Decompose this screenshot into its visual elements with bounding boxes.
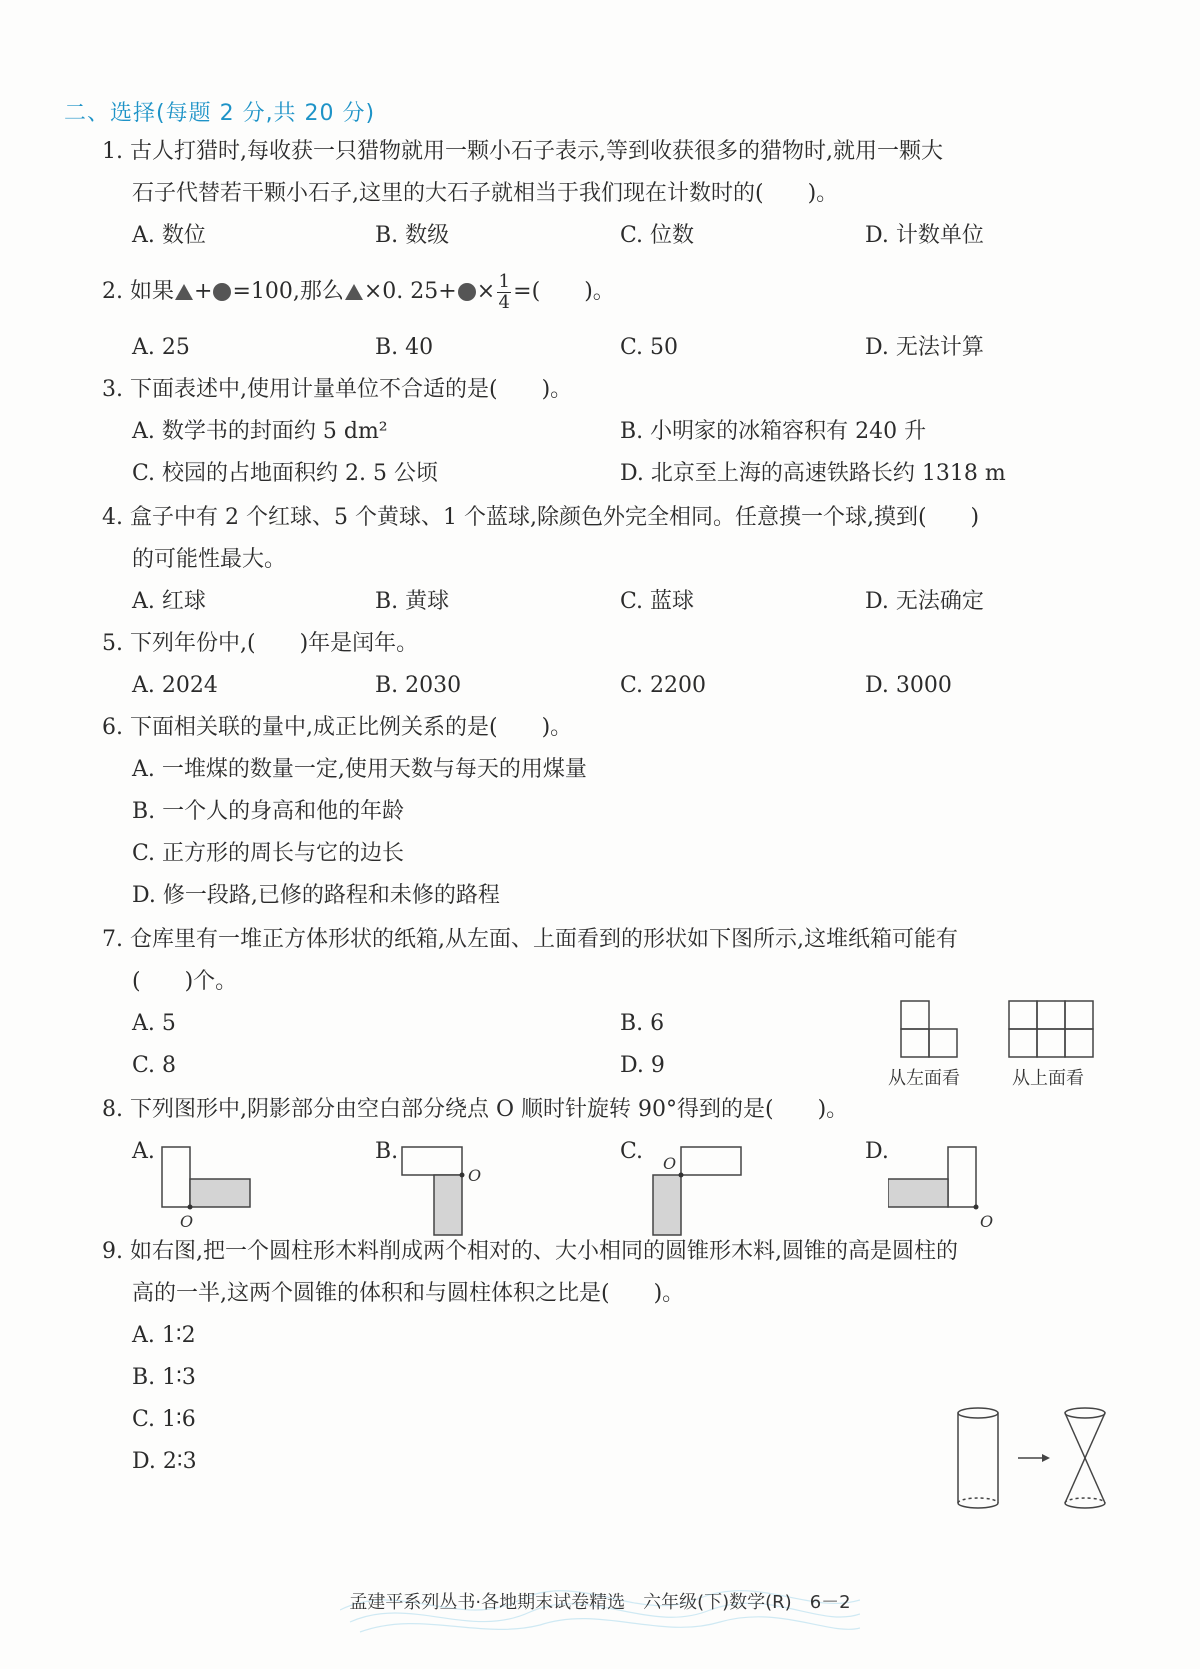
q3-option-d[interactable]: D. 北京至上海的高速铁路长约 1318 m — [620, 461, 1006, 486]
q1-option-c[interactable]: C. 位数 — [620, 223, 695, 248]
q2-prefix: 如果 — [130, 279, 175, 304]
top-view-figure — [1008, 1000, 1096, 1058]
arrow-right-icon — [1018, 1454, 1050, 1462]
cylinder-to-cones-figure — [950, 1405, 1120, 1515]
question-5 — [102, 622, 1112, 666]
q1-option-b[interactable]: B. 数级 — [375, 223, 450, 248]
q8-figure-a[interactable] — [158, 1145, 258, 1235]
q7-option-c[interactable]: C. 8 — [132, 1053, 177, 1078]
question-4 — [102, 496, 1112, 540]
question-number: 7. — [102, 927, 123, 952]
question-text-line1: 如右图,把一个圆柱形木料削成两个相对的、大小相同的圆锥形木料,圆锥的高是圆柱的 — [130, 1239, 958, 1264]
q2-times: × — [476, 279, 496, 304]
q5-option-c[interactable]: C. 2200 — [620, 673, 707, 698]
q2-eq: =100,那么 — [232, 279, 344, 304]
q9-option-a[interactable]: A. 1∶2 — [132, 1323, 196, 1348]
q3-option-a[interactable]: A. 数学书的封面约 5 dm² — [132, 419, 388, 444]
q9-option-d[interactable]: D. 2∶3 — [132, 1449, 197, 1474]
fraction — [497, 272, 511, 313]
q2-end: =( )。 — [513, 279, 615, 304]
q2-option-a[interactable]: A. 25 — [132, 335, 190, 360]
q8-option-c-label[interactable]: C. — [620, 1139, 644, 1164]
question-number: 3. — [102, 377, 123, 402]
q7-option-d[interactable]: D. 9 — [620, 1053, 665, 1078]
question-7-line2: ( )个。 — [132, 969, 238, 994]
question-text-line1: 仓库里有一堆正方体形状的纸箱,从左面、上面看到的形状如下图所示,这堆纸箱可能有 — [130, 927, 958, 952]
fraction-numerator: 1 — [498, 270, 510, 292]
q5-option-a[interactable]: A. 2024 — [132, 673, 218, 698]
question-3 — [102, 368, 1112, 412]
question-text-line1: 盒子中有 2 个红球、5 个黄球、1 个蓝球,除颜色外完全相同。任意摸一个球,摸到( ) — [130, 505, 980, 530]
q7-option-a[interactable]: A. 5 — [132, 1011, 176, 1036]
point-o-label: O — [468, 1166, 482, 1185]
q6-option-d[interactable]: D. 修一段路,已修的路程和未修的路程 — [132, 883, 500, 908]
left-view-figure — [900, 1000, 960, 1058]
question-number: 5. — [102, 631, 123, 656]
q7-option-b[interactable]: B. 6 — [620, 1011, 665, 1036]
cylinder-icon — [958, 1408, 998, 1508]
q2-mid: ×0. 25+ — [363, 279, 457, 304]
question-text: 下列图形中,阴影部分由空白部分绕点 O 顺时针旋转 90°得到的是( )。 — [130, 1097, 849, 1122]
point-o-label: O — [980, 1212, 994, 1231]
point-o-label: O — [180, 1212, 194, 1231]
q4-option-a[interactable]: A. 红球 — [132, 589, 206, 614]
double-cone-icon — [1065, 1408, 1105, 1508]
q1-option-d[interactable]: D. 计数单位 — [865, 223, 984, 248]
q6-option-c[interactable]: C. 正方形的周长与它的边长 — [132, 841, 405, 866]
question-number: 1. — [102, 139, 123, 164]
question-9-line2: 高的一半,这两个圆锥的体积和与圆柱体积之比是( )。 — [132, 1281, 685, 1306]
q9-option-b[interactable]: B. 1∶3 — [132, 1365, 196, 1390]
q6-option-a[interactable]: A. 一堆煤的数量一定,使用天数与每天的用煤量 — [132, 757, 587, 782]
question-8 — [102, 1088, 1112, 1132]
question-2 — [102, 270, 1112, 314]
q2-plus: + — [194, 279, 213, 304]
question-number: 6. — [102, 715, 123, 740]
q5-option-b[interactable]: B. 2030 — [375, 673, 462, 698]
q1-option-a[interactable]: A. 数位 — [132, 223, 206, 248]
section-title: 二、选择(每题 2 分,共 20 分) — [64, 101, 376, 126]
q8-option-a-label[interactable]: A. — [132, 1139, 155, 1164]
top-view-caption: 从上面看 — [1012, 1068, 1084, 1089]
triangle-icon — [344, 283, 364, 301]
fraction-denominator: 4 — [498, 291, 510, 313]
question-4-line2: 的可能性最大。 — [132, 547, 287, 572]
q6-option-b[interactable]: B. 一个人的身高和他的年龄 — [132, 799, 405, 824]
question-number: 9. — [102, 1239, 123, 1264]
q4-option-c[interactable]: C. 蓝球 — [620, 589, 695, 614]
question-7 — [102, 918, 1112, 962]
q2-option-d[interactable]: D. 无法计算 — [865, 335, 984, 360]
question-number: 2. — [102, 279, 123, 304]
question-1 — [102, 130, 1112, 174]
left-view-caption: 从左面看 — [888, 1068, 960, 1089]
circle-icon — [212, 282, 232, 302]
q2-option-c[interactable]: C. 50 — [620, 335, 679, 360]
circle-icon — [457, 282, 477, 302]
question-text-line1: 古人打猎时,每收获一只猎物就用一颗小石子表示,等到收获很多的猎物时,就用一颗大 — [130, 139, 943, 164]
question-9 — [102, 1230, 1112, 1274]
q3-option-b[interactable]: B. 小明家的冰箱容积有 240 升 — [620, 419, 927, 444]
question-6 — [102, 706, 1112, 750]
question-1-line2: 石子代替若干颗小石子,这里的大石子就相当于我们现在计数时的( )。 — [132, 181, 839, 206]
q4-option-d[interactable]: D. 无法确定 — [865, 589, 984, 614]
footer-text: 孟建平系列丛书·各地期末试卷精选 六年级(下)数学(R) 6－2 — [349, 1592, 851, 1613]
point-o-label: O — [663, 1154, 677, 1173]
q8-option-b-label[interactable]: B. — [375, 1139, 399, 1164]
triangle-icon — [174, 283, 194, 301]
question-number: 8. — [102, 1097, 123, 1122]
question-text: 下列年份中,( )年是闰年。 — [130, 631, 419, 656]
question-text: 下面表述中,使用计量单位不合适的是( )。 — [130, 377, 573, 402]
q5-option-d[interactable]: D. 3000 — [865, 673, 952, 698]
question-number: 4. — [102, 505, 123, 530]
q3-option-c[interactable]: C. 校园的占地面积约 2. 5 公顷 — [132, 461, 439, 486]
q9-option-c[interactable]: C. 1∶6 — [132, 1407, 196, 1432]
question-text: 下面相关联的量中,成正比例关系的是( )。 — [130, 715, 573, 740]
q4-option-b[interactable]: B. 黄球 — [375, 589, 450, 614]
q2-option-b[interactable]: B. 40 — [375, 335, 434, 360]
q8-option-d-label[interactable]: D. — [865, 1139, 889, 1164]
